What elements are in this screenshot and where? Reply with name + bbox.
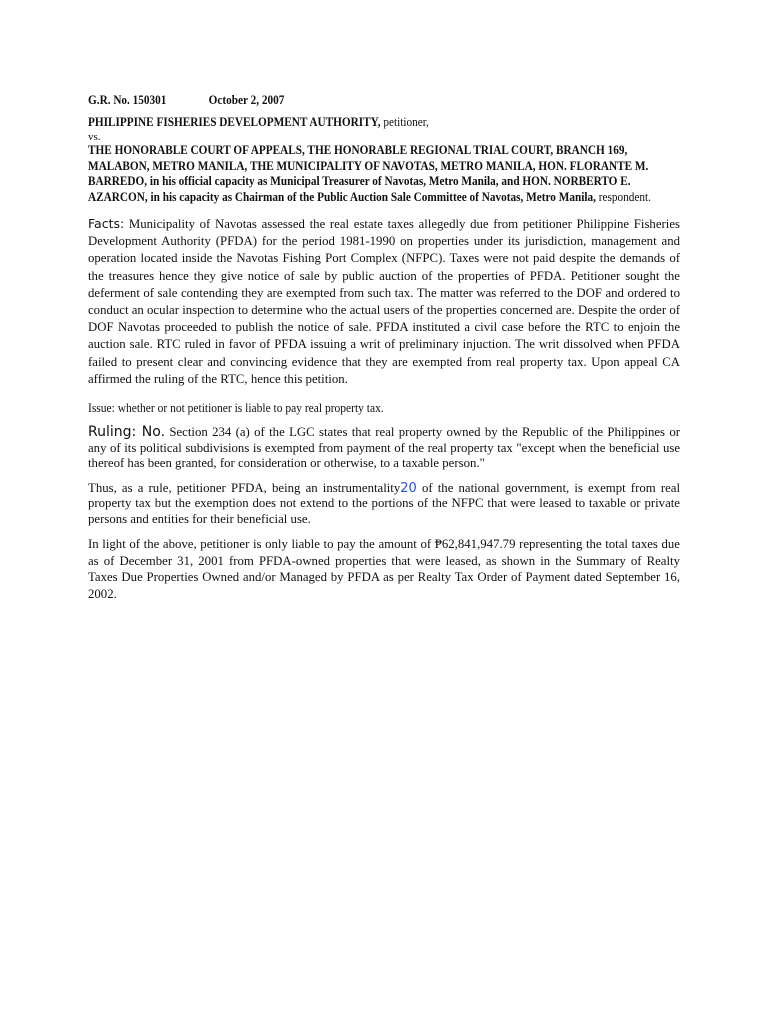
petitioner-role: petitioner, — [380, 115, 429, 129]
facts-paragraph — [88, 215, 680, 388]
issue-paragraph: Issue: whether or not petitioner is liable to pay real property tax. — [88, 401, 384, 416]
ruling-text: Section 234 (a) of the LGC states that real property owned by the Republic of the Philippines or any of its political subdivisions is exempted from payment of the real property tax "except when the beneficial use thereof has been granted, for consideration or otherwise, to a taxable person." — [88, 425, 680, 471]
ruling-answer: No. — [136, 424, 166, 441]
petitioner-name: PHILIPPINE FISHERIES DEVELOPMENT AUTHORITY, — [88, 115, 381, 129]
respondent-role: respondent. — [595, 189, 651, 204]
respondents-block — [88, 143, 679, 205]
facts-label: Facts: — [88, 216, 125, 231]
conclusion-paragraph: In light of the above, petitioner is only liable to pay the amount of ₱62,841,947.79 representing the total taxes due as of December 31, 2001 from PFDA-owned properties that were leased, as shown in the Summary of Realty Taxes Due Properties Owned and/or Managed by PFDA as per Realty Tax Order of Payment dated September 16, 2002. — [88, 537, 680, 601]
ruling-label: Ruling: — [88, 424, 137, 441]
footnote-link[interactable]: 20 — [400, 480, 417, 496]
thus-text-before: Thus, as a rule, petitioner PFDA, being an instrumentality — [88, 480, 401, 495]
case-header — [88, 92, 679, 108]
gr-number: G.R. No. 150301 — [88, 93, 167, 107]
versus-label: vs. — [88, 131, 101, 143]
document-page — [88, 92, 680, 602]
ruling-paragraph — [88, 425, 680, 472]
case-date: October 2, 2007 — [208, 93, 285, 107]
respondent-capacity-2: in his capacity as Chairman of the Public Auction Sale Committee of Navotas, Metro Manila, — [147, 189, 596, 204]
respondent-capacity-1: in his official capacity as Municipal Treasurer of Navotas, Metro Manila, and — [147, 174, 523, 188]
thus-paragraph — [88, 481, 680, 528]
respondent-name-2: HON. NORBERTO E. AZARCON, — [88, 174, 631, 204]
respondents-names: THE HONORABLE COURT OF APPEALS, THE HONORABLE REGIONAL TRIAL COURT, BRANCH 169, MALABON, METRO MANILA, THE MUNICIPALITY OF NAVOTAS, METRO MANILA, HON. FLORANTE M. BARREDO, — [88, 143, 649, 188]
thus-text-after: of the national government, is exempt from real property tax but the exemption does not extend to the portions of the NFPC that were leased to taxable or private persons and entities for their beneficial use. — [88, 480, 680, 526]
petitioner-line — [88, 114, 679, 130]
facts-text: Municipality of Navotas assessed the real estate taxes allegedly due from petitioner Philippine Fisheries Development Authority (PFDA) for the period 1981-1990 on properties under its jurisdiction, management and operation located inside the Navotas Fishing Port Complex (NFPC). Taxes were not paid despite the demands of the treasures hence they give notice of sale by public auction of the properties of PFDA. Petitioner sought the deferment of sale contending they are exempted from such tax. The matter was referred to the DOF and ordered to conduct an ocular inspection to determine who the actual users of the properties concerned are. Despite the order of DOF Navotas proceeded to publish the notice of sale. PFDA instituted a civil case before the RTC to enjoin the auction sale. RTC ruled in favor of PFDA issuing a writ of preliminary injuction. The writ dissolved when PFDA failed to present clear and convincing evidence that they are exempted from real property tax. Upon appeal CA affirmed the ruling of the RTC, hence this petition. — [88, 217, 680, 386]
